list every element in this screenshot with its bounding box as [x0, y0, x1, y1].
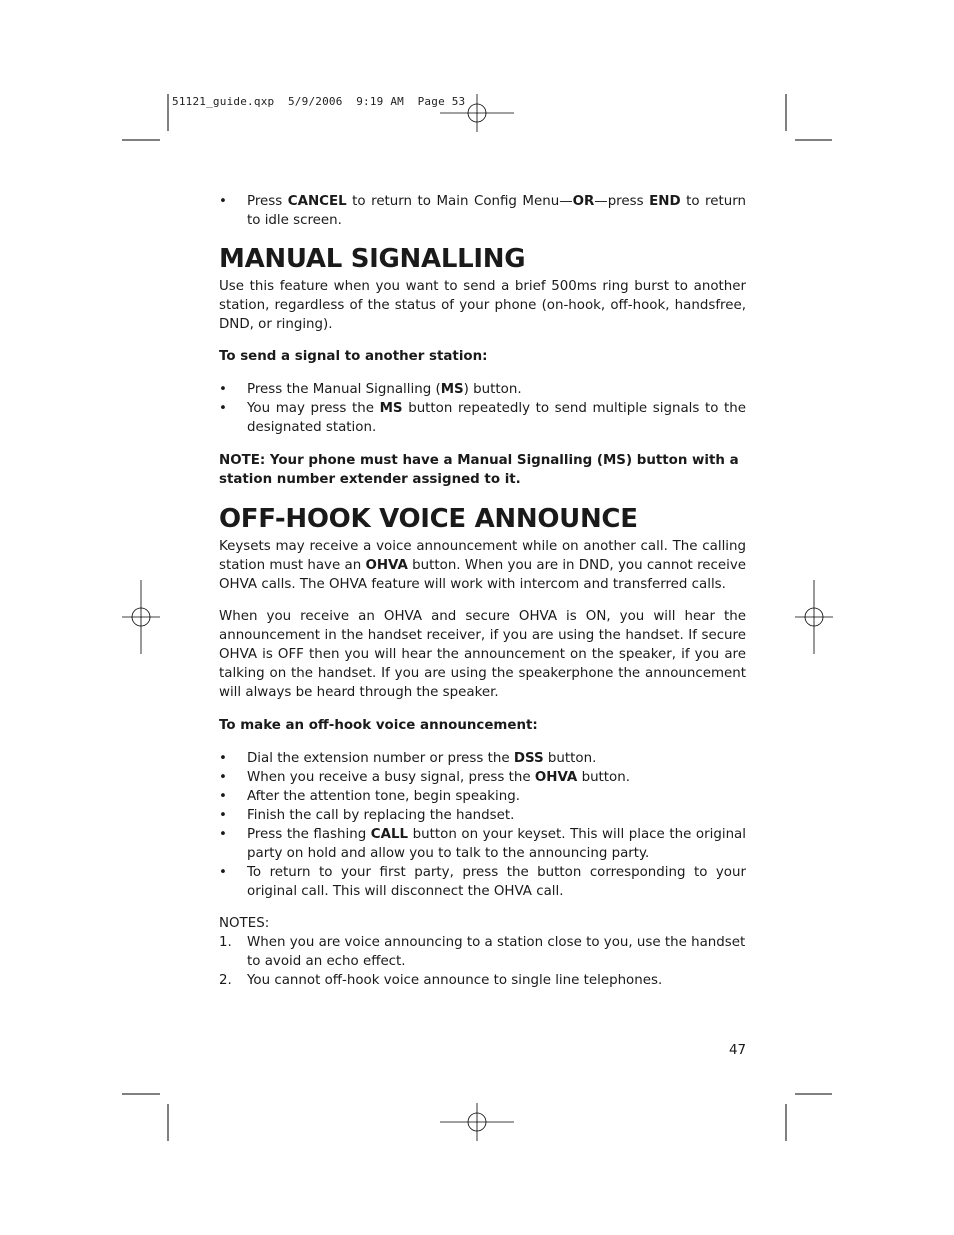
ms-button-note: NOTE: Your phone must have a Manual Signalling (MS) button with a station number extender assigned to it. — [219, 453, 739, 487]
intro-bullet: • Press CANCEL to return to Main Config Menu—OR—press END to return to idle screen. — [219, 194, 746, 228]
ohva-secure-paragraph: When you receive an OHVA and secure OHVA is ON, you will hear the announcement in the handset receiver, if you are using the handset. If secure OHVA is OFF then you will hear the announcement on the speaker, if you are talking on the handset. If you are using the speakerphone the announcement will always be heard through the speaker. — [219, 609, 746, 700]
list-item: • After the attention tone, begin speaking. — [219, 789, 521, 804]
file-slug: 51121_guide.qxp 5/9/2006 9:19 AM Page 53 — [172, 95, 466, 108]
list-item: • To return to your first party, press the button corresponding to your original call. This will disconnect the OHVA call. — [219, 865, 746, 899]
list-item: • Dial the extension number or press the DSS button. — [219, 751, 597, 766]
notes-label: NOTES: — [219, 916, 270, 931]
registration-mark-right — [795, 580, 833, 654]
bullet-marker: • — [219, 194, 227, 209]
list-item: 1. When you are voice announcing to a station close to you, use the handset to avoid an echo effect. — [219, 935, 746, 969]
manual-signalling-heading: MANUAL SIGNALLING — [219, 244, 526, 274]
manual-signalling-intro: Use this feature when you want to send a brief 500ms ring burst to another station, regardless of the status of your phone (on-hook, off-hook, handsfree, DND, or ringing). — [219, 279, 746, 332]
page-content — [219, 192, 746, 990]
ohva-heading: OFF-HOOK VOICE ANNOUNCE — [219, 504, 638, 534]
ohva-intro: Keysets may receive a voice announcement while on another call. The calling station must have an OHVA button. When you are in DND, you cannot receive OHVA calls. The OHVA feature will work with intercom and transferred calls. — [219, 539, 746, 592]
send-signal-subheading: To send a signal to another station: — [219, 349, 488, 364]
page-number: 47 — [728, 1043, 746, 1058]
registration-mark-bottom — [440, 1103, 514, 1141]
list-item: • When you receive a busy signal, press the OHVA button. — [219, 770, 630, 785]
list-item: • Finish the call by replacing the handset. — [219, 808, 515, 823]
send-signal-steps — [219, 380, 746, 437]
registration-mark-left — [122, 580, 160, 654]
list-item: 2. You cannot off-hook voice announce to single line telephones. — [219, 973, 663, 988]
ohva-subheading: To make an off-hook voice announcement: — [219, 718, 538, 733]
list-item: • Press the flashing CALL button on your keyset. This will place the original party on hold and allow you to talk to the announcing party. — [219, 827, 746, 861]
list-item: • You may press the MS button repeatedly to send multiple signals to the designated station. — [219, 401, 746, 435]
ohva-steps — [219, 749, 746, 901]
list-item: • Press the Manual Signalling (MS) button. — [219, 382, 522, 397]
